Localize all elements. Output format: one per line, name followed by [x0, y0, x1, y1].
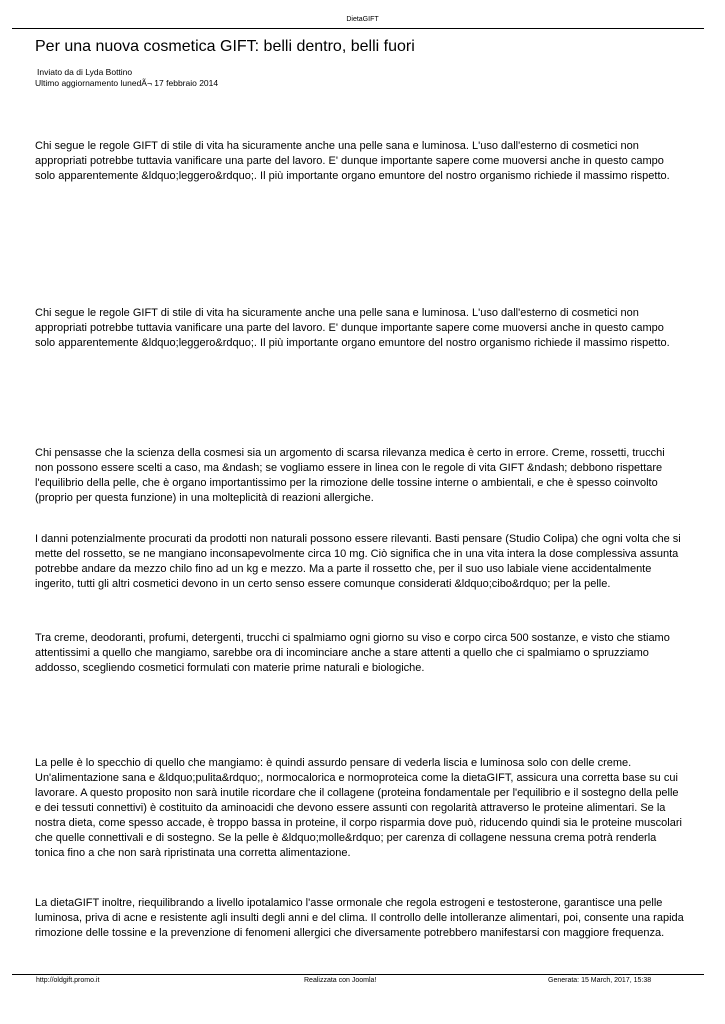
footer-powered-by: Realizzata con Joomla! [304, 977, 377, 984]
article-paragraph: Chi pensasse che la scienza della cosmesi sia un argomento di scarsa rilevanza medica è certo in errore. Creme, rossetti, trucchi non possono essere scelti a caso, ma &ndash; se vogliamo essere in linea con le regole di vita GIFT &ndash; debbono rispettare l'equilibrio della pelle, che è organo importantissimo per la rimozione delle tossine interne o ambientali, e che è spesso coinvolto (proprio per questa funzione) in una molteplicità di reazioni allergiche. [35, 447, 665, 504]
article-author: Inviato da di Lyda Bottino [37, 67, 133, 77]
footer-divider [12, 974, 704, 975]
header-divider [12, 28, 704, 29]
site-name: DietaGIFT [346, 16, 379, 23]
article-paragraph: Chi segue le regole GIFT di stile di vita ha sicuramente anche una pelle sana e luminosa. L'uso dall'esterno di cosmetici non appropriati potrebbe tuttavia vanificare una parte del lavoro. E' dunque importante sapere come muoversi anche in questo campo solo apparentemente &ldquo;leggero&rdquo;. Il più importante organo emuntore del nostro organismo richiede il massimo rispetto. [35, 307, 670, 349]
article-paragraph: La dietaGIFT inoltre, riequilibrando a livello ipotalamico l'asse ormonale che regola estrogeni e testosterone, garantisce una pelle luminosa, priva di acne e resistente agli insulti degli anni e del clima. Il controllo delle intolleranze alimentari, poi, consente una rapida rimozione delle tossine e la prevenzione di fenomeni allergici che diversamente potrebbero manifestarsi con maggiore frequenza. [35, 897, 684, 939]
article-paragraph: Tra creme, deodoranti, profumi, detergenti, trucchi ci spalmiamo ogni giorno su viso e corpo circa 500 sostanze, e visto che stiamo attentissimi a quello che mangiamo, sarebbe ora di incominciare anche a stare attenti a quello che ci spalmiamo o spruzziamo addosso, scegliendo cosmetici formulati con materie prime naturali e biologiche. [35, 632, 670, 674]
article-updated-date: Ultimo aggiornamento lunedÃ¬ 17 febbraio 2014 [35, 78, 219, 88]
footer-generated-date: Generata: 15 March, 2017, 15:38 [548, 977, 652, 984]
article-title: Per una nuova cosmetica GIFT: belli dentro, belli fuori [35, 38, 415, 55]
article-paragraph: Chi segue le regole GIFT di stile di vita ha sicuramente anche una pelle sana e luminosa. L'uso dall'esterno di cosmetici non appropriati potrebbe tuttavia vanificare una parte del lavoro. E' dunque importante sapere come muoversi anche in questo campo solo apparentemente &ldquo;leggero&rdquo;. Il più importante organo emuntore del nostro organismo richiede il massimo rispetto. [35, 140, 670, 182]
footer-site-url: http://oldgift.promo.it [36, 977, 100, 984]
article-paragraph: I danni potenzialmente procurati da prodotti non naturali possono essere rilevanti. Basti pensare (Studio Colipa) che ogni volta che si mette del rossetto, se ne mangiano inconsapevolmente circa 10 mg. Ciò significa che in una vita intera la dose complessiva assunta potrebbe andare da mezzo chilo fino ad un kg e mezzo. Ma a parte il rossetto che, per il suo uso labiale viene accidentalmente ingerito, tutti gli altri cosmetici devono in un certo senso essere comunque considerati &ldquo;cibo&rdquo; per la pelle. [35, 533, 681, 590]
article-paragraph: La pelle è lo specchio di quello che mangiamo: è quindi assurdo pensare di vederla liscia e luminosa solo con delle creme. Un'alimentazione sana e &ldquo;pulita&rdquo;, normocalorica e normoproteica come la dietaGIFT, assicura una corretta base su cui lavorare. A questo proposito non sarà inutile ricordare che il collagene (proteina fondamentale per l'equilibrio e il sostegno della pelle e dei tessuti connettivi) è costituito da aminoacidi che devono essere assunti con regolarità attraverso le proteine alimentari. Se la nostra dieta, come spesso accade, è troppo bassa in proteine, il corpo risparmia dove può, riducendo quindi sia le proteine muscolari che quelle connettivali e di sostegno. Se la pelle è &ldquo;molle&rdquo; per carenza di collagene nessuna crema potrà renderla tonica fino a che non sarà ripristinata una corretta alimentazione. [35, 757, 682, 859]
